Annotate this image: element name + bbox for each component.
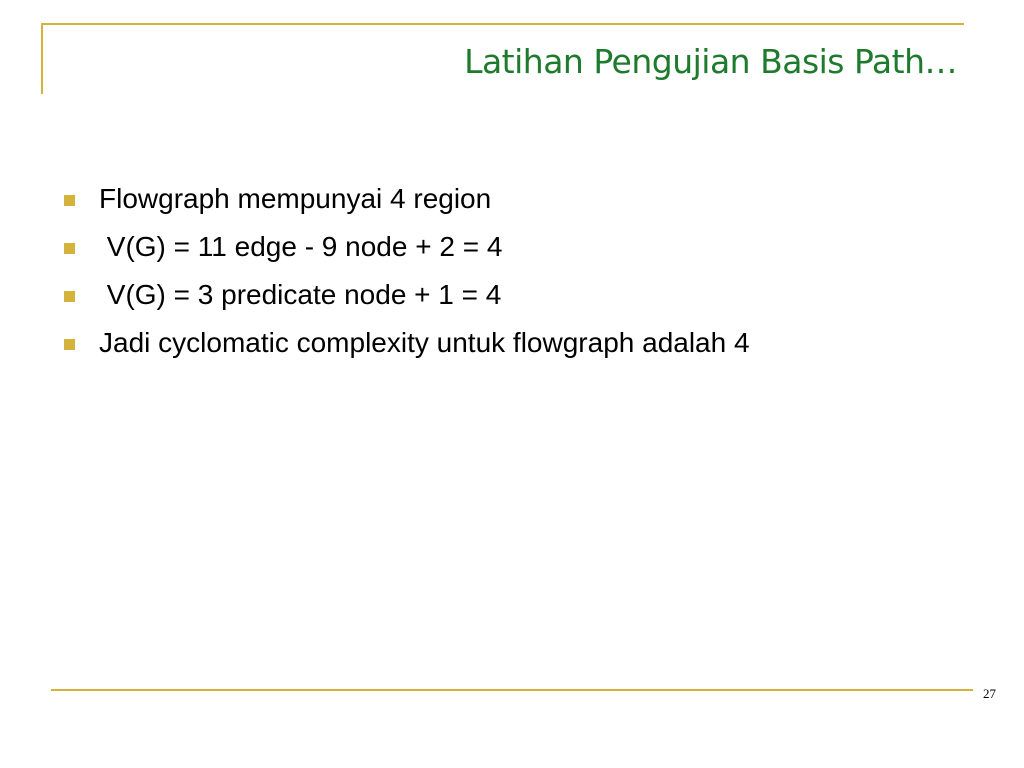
bullet-text: V(G) = 11 edge - 9 node + 2 = 4 xyxy=(99,231,503,262)
bullet-item xyxy=(64,180,492,228)
bullet-item xyxy=(64,228,503,276)
square-bullet-icon xyxy=(64,291,75,302)
square-bullet-icon xyxy=(64,339,75,350)
bullet-item xyxy=(64,276,502,324)
bullet-text: V(G) = 3 predicate node + 1 = 4 xyxy=(99,279,502,310)
bullet-text: Jadi cyclomatic complexity untuk flowgraph adalah 4 xyxy=(99,327,750,358)
slide-title: Latihan Pengujian Basis Path… xyxy=(464,42,957,81)
bullet-text: Flowgraph mempunyai 4 region xyxy=(99,183,492,214)
square-bullet-icon xyxy=(64,195,75,206)
bullet-item xyxy=(64,324,750,372)
square-bullet-icon xyxy=(64,243,75,254)
page-number: 27 xyxy=(983,686,996,701)
left-frame-line xyxy=(41,23,43,94)
bottom-frame-line xyxy=(51,689,973,691)
bullet-list xyxy=(64,180,750,372)
top-frame-line xyxy=(41,23,964,25)
